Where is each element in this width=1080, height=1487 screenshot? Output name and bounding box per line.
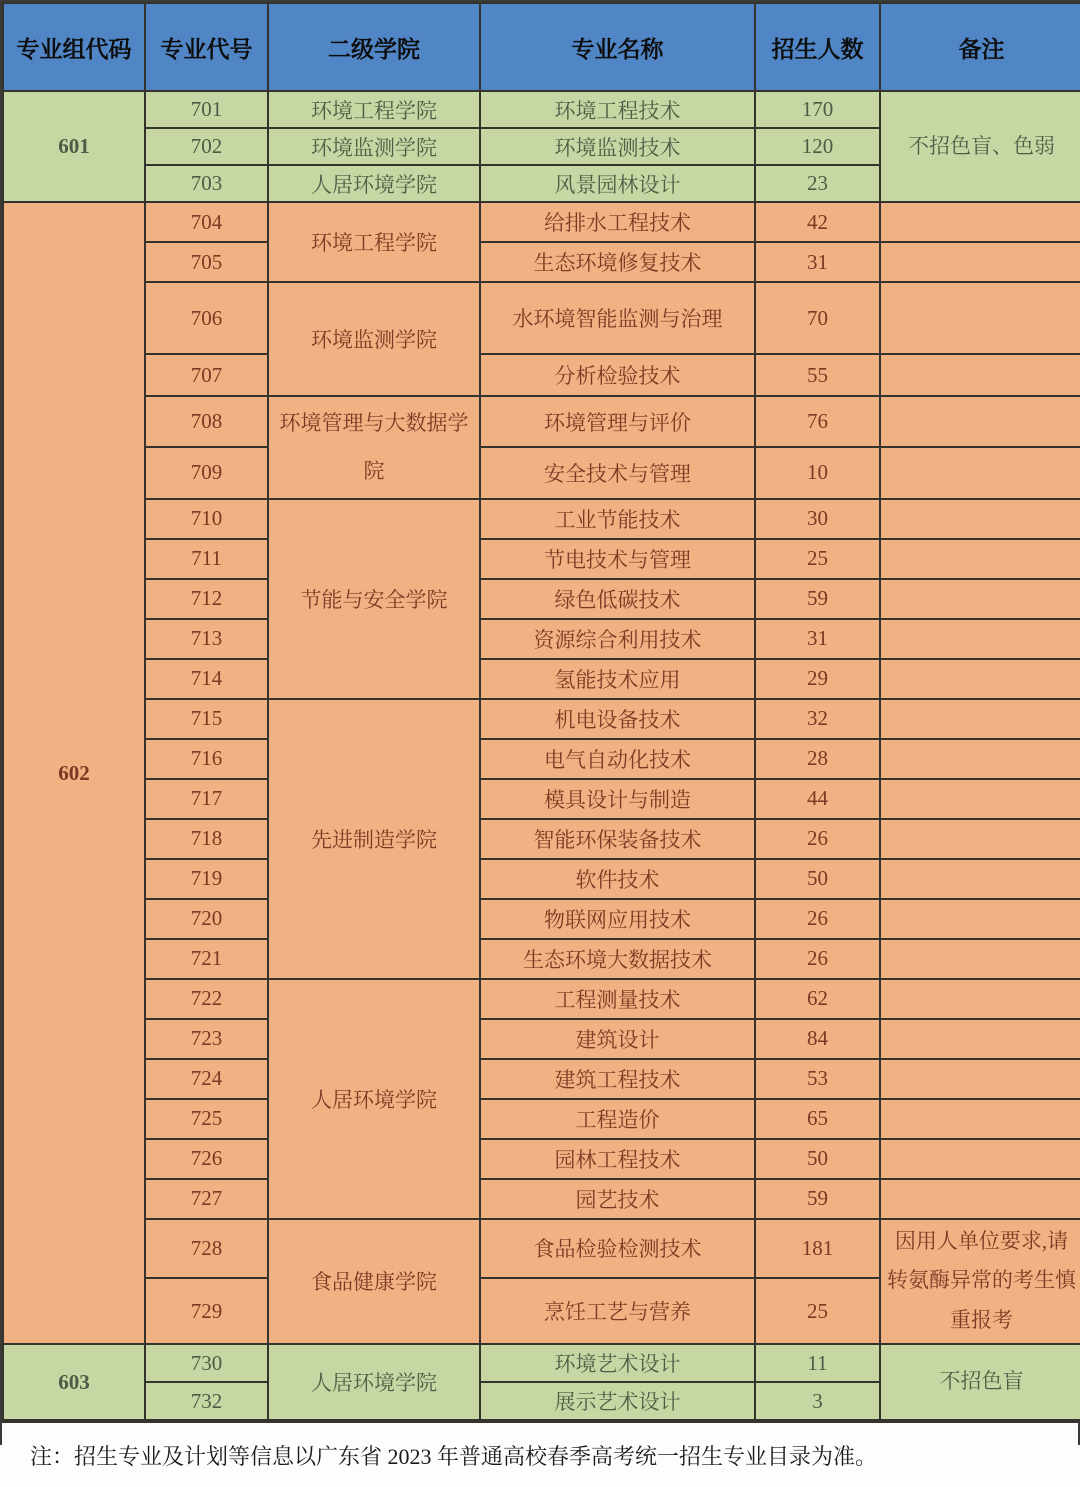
college-cell: 人居环境学院 (268, 165, 480, 202)
major-name-cell: 环境监测技术 (480, 128, 755, 165)
college-cell: 环境监测学院 (268, 282, 480, 396)
major-name-cell: 安全技术与管理 (480, 447, 755, 498)
remark-cell-empty (880, 819, 1080, 859)
major-name-cell: 分析检验技术 (480, 354, 755, 396)
major-name-cell: 风景园林设计 (480, 165, 755, 202)
table-row (3, 91, 1080, 128)
header-major-code: 专业代号 (145, 3, 268, 91)
major-code-cell: 713 (145, 619, 268, 659)
college-cell: 环境工程学院 (268, 91, 480, 128)
major-code-cell: 720 (145, 899, 268, 939)
count-cell: 23 (755, 165, 880, 202)
college-cell: 人居环境学院 (268, 1344, 480, 1420)
header-major-name: 专业名称 (480, 3, 755, 91)
major-code-cell: 725 (145, 1099, 268, 1139)
count-cell: 10 (755, 447, 880, 498)
table-row (3, 739, 1080, 779)
college-cell: 食品健康学院 (268, 1219, 480, 1345)
count-cell: 31 (755, 619, 880, 659)
count-cell: 11 (755, 1344, 880, 1382)
major-code-cell: 726 (145, 1139, 268, 1179)
major-code-cell: 701 (145, 91, 268, 128)
major-code-cell: 718 (145, 819, 268, 859)
remark-cell-empty (880, 659, 1080, 699)
major-name-cell: 软件技术 (480, 859, 755, 899)
major-name-cell: 展示艺术设计 (480, 1382, 755, 1420)
major-name-cell: 生态环境修复技术 (480, 242, 755, 282)
major-code-cell: 728 (145, 1219, 268, 1278)
table-row (3, 619, 1080, 659)
remark-cell-empty (880, 779, 1080, 819)
major-name-cell: 环境管理与评价 (480, 396, 755, 447)
count-cell: 30 (755, 499, 880, 539)
major-code-cell: 709 (145, 447, 268, 498)
major-code-cell: 730 (145, 1344, 268, 1382)
major-code-cell: 711 (145, 539, 268, 579)
college-cell: 环境管理与大数据学院 (268, 396, 480, 499)
major-name-cell: 环境艺术设计 (480, 1344, 755, 1382)
remark-cell-empty (880, 1179, 1080, 1219)
remark-cell-empty (880, 1139, 1080, 1179)
table-row (3, 779, 1080, 819)
major-name-cell: 机电设备技术 (480, 699, 755, 739)
enrollment-table (2, 2, 1080, 1421)
major-code-cell: 722 (145, 979, 268, 1019)
count-cell: 55 (755, 354, 880, 396)
major-name-cell: 绿色低碳技术 (480, 579, 755, 619)
major-code-cell: 721 (145, 939, 268, 979)
count-cell: 32 (755, 699, 880, 739)
remark-cell-empty (880, 739, 1080, 779)
table-row (3, 899, 1080, 939)
remark-cell-empty (880, 859, 1080, 899)
major-code-cell: 716 (145, 739, 268, 779)
remark-cell-empty (880, 699, 1080, 739)
major-code-cell: 723 (145, 1019, 268, 1059)
count-cell: 26 (755, 899, 880, 939)
table-header (3, 3, 1080, 91)
count-cell: 70 (755, 282, 880, 354)
remark-cell-empty (880, 1019, 1080, 1059)
footer-note: 注：招生专业及计划等信息以广东省 2023 年普通高校春季高考统一招生专业目录为准。 (2, 1421, 1078, 1487)
table-row (3, 354, 1080, 396)
remark-cell-empty (880, 282, 1080, 354)
major-code-cell: 715 (145, 699, 268, 739)
count-cell: 26 (755, 939, 880, 979)
remark-cell-empty (880, 1099, 1080, 1139)
table-row (3, 242, 1080, 282)
college-cell: 人居环境学院 (268, 979, 480, 1219)
remark-cell: 不招色盲 (880, 1344, 1080, 1420)
remark-cell-empty (880, 619, 1080, 659)
table-row (3, 447, 1080, 498)
count-cell: 44 (755, 779, 880, 819)
major-name-cell: 给排水工程技术 (480, 202, 755, 242)
group-601-section (3, 91, 1080, 202)
college-cell: 环境监测学院 (268, 128, 480, 165)
header-college: 二级学院 (268, 3, 480, 91)
table-row (3, 1099, 1080, 1139)
college-cell: 先进制造学院 (268, 699, 480, 979)
header-remark: 备注 (880, 3, 1080, 91)
count-cell: 59 (755, 1179, 880, 1219)
table-row (3, 979, 1080, 1019)
count-cell: 25 (755, 1278, 880, 1344)
major-name-cell: 烹饪工艺与营养 (480, 1278, 755, 1344)
table-row (3, 282, 1080, 354)
major-name-cell: 资源综合利用技术 (480, 619, 755, 659)
major-name-cell: 食品检验检测技术 (480, 1219, 755, 1278)
remark-cell-empty (880, 1059, 1080, 1099)
major-name-cell: 生态环境大数据技术 (480, 939, 755, 979)
table-row (3, 396, 1080, 447)
group-code-cell: 601 (3, 91, 145, 202)
table-row (3, 819, 1080, 859)
count-cell: 120 (755, 128, 880, 165)
major-code-cell: 706 (145, 282, 268, 354)
remark-cell-empty (880, 242, 1080, 282)
major-code-cell: 705 (145, 242, 268, 282)
major-name-cell: 节电技术与管理 (480, 539, 755, 579)
remark-cell-empty (880, 202, 1080, 242)
remark-cell-empty (880, 539, 1080, 579)
remark-cell-empty (880, 979, 1080, 1019)
table-row (3, 939, 1080, 979)
count-cell: 65 (755, 1099, 880, 1139)
remark-cell-empty (880, 447, 1080, 498)
major-code-cell: 714 (145, 659, 268, 699)
count-cell: 53 (755, 1059, 880, 1099)
major-name-cell: 环境工程技术 (480, 91, 755, 128)
remark-cell-empty (880, 354, 1080, 396)
table-row (3, 1219, 1080, 1278)
major-code-cell: 712 (145, 579, 268, 619)
count-cell: 42 (755, 202, 880, 242)
group-602-section (3, 202, 1080, 1344)
major-code-cell: 708 (145, 396, 268, 447)
major-code-cell: 727 (145, 1179, 268, 1219)
major-code-cell: 729 (145, 1278, 268, 1344)
table-row (3, 539, 1080, 579)
major-name-cell: 工程测量技术 (480, 979, 755, 1019)
college-cell: 环境工程学院 (268, 202, 480, 282)
group-603-section (3, 1344, 1080, 1420)
table-row (3, 1344, 1080, 1382)
count-cell: 62 (755, 979, 880, 1019)
group-code-cell: 603 (3, 1344, 145, 1420)
major-code-cell: 703 (145, 165, 268, 202)
count-cell: 50 (755, 859, 880, 899)
major-name-cell: 工程造价 (480, 1099, 755, 1139)
remark-cell: 不招色盲、色弱 (880, 91, 1080, 202)
table-row (3, 859, 1080, 899)
major-code-cell: 710 (145, 499, 268, 539)
count-cell: 59 (755, 579, 880, 619)
major-name-cell: 园艺技术 (480, 1179, 755, 1219)
major-name-cell: 智能环保装备技术 (480, 819, 755, 859)
count-cell: 26 (755, 819, 880, 859)
major-name-cell: 工业节能技术 (480, 499, 755, 539)
group-code-cell: 602 (3, 202, 145, 1344)
major-code-cell: 702 (145, 128, 268, 165)
table-row (3, 1019, 1080, 1059)
count-cell: 25 (755, 539, 880, 579)
remark-cell-empty (880, 939, 1080, 979)
major-code-cell: 717 (145, 779, 268, 819)
count-cell: 28 (755, 739, 880, 779)
table-row (3, 202, 1080, 242)
table-row (3, 1059, 1080, 1099)
count-cell: 76 (755, 396, 880, 447)
college-cell: 节能与安全学院 (268, 499, 480, 699)
remark-cell: 因用人单位要求,请转氨酶异常的考生慎重报考 (880, 1219, 1080, 1345)
major-name-cell: 氢能技术应用 (480, 659, 755, 699)
count-cell: 29 (755, 659, 880, 699)
remark-cell-empty (880, 899, 1080, 939)
remark-cell-empty (880, 499, 1080, 539)
remark-cell-empty (880, 396, 1080, 447)
major-code-cell: 724 (145, 1059, 268, 1099)
remark-cell-empty (880, 579, 1080, 619)
table-row (3, 659, 1080, 699)
table-row (3, 579, 1080, 619)
major-code-cell: 704 (145, 202, 268, 242)
header-group-code: 专业组代码 (3, 3, 145, 91)
count-cell: 50 (755, 1139, 880, 1179)
header-enroll-count: 招生人数 (755, 3, 880, 91)
major-code-cell: 719 (145, 859, 268, 899)
count-cell: 3 (755, 1382, 880, 1420)
major-name-cell: 模具设计与制造 (480, 779, 755, 819)
major-name-cell: 电气自动化技术 (480, 739, 755, 779)
count-cell: 170 (755, 91, 880, 128)
major-code-cell: 707 (145, 354, 268, 396)
table-row (3, 1139, 1080, 1179)
major-name-cell: 水环境智能监测与治理 (480, 282, 755, 354)
major-name-cell: 园林工程技术 (480, 1139, 755, 1179)
major-code-cell: 732 (145, 1382, 268, 1420)
major-name-cell: 物联网应用技术 (480, 899, 755, 939)
count-cell: 31 (755, 242, 880, 282)
table-row (3, 699, 1080, 739)
count-cell: 181 (755, 1219, 880, 1278)
major-name-cell: 建筑设计 (480, 1019, 755, 1059)
count-cell: 84 (755, 1019, 880, 1059)
table-row (3, 1179, 1080, 1219)
major-name-cell: 建筑工程技术 (480, 1059, 755, 1099)
table-row (3, 499, 1080, 539)
